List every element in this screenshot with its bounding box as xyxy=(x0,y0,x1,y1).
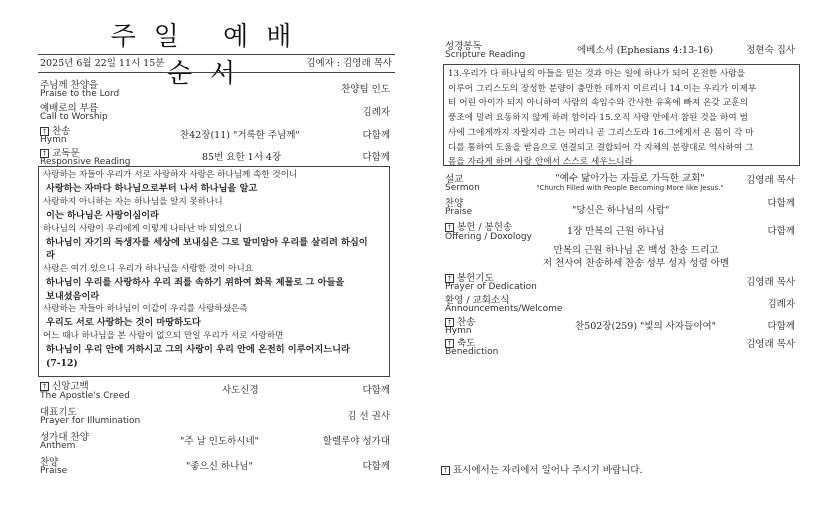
scripture-line: 디를 통하여 도움을 받음으로 연결되고 결합되어 각 지체의 분량대로 역사하여 그 xyxy=(448,142,754,153)
stand-icon: † xyxy=(441,466,450,475)
reading-line: (7-12) xyxy=(46,357,78,369)
reading-line: 라 xyxy=(46,250,55,262)
reading-line: 사랑하는 자마다 하나님으로부터 나서 하나님을 알고 xyxy=(46,183,258,195)
stand-icon: † xyxy=(445,318,454,327)
reading-line: 사랑하는 자들아 하나님이 이같이 우리를 사랑하셨은즉 xyxy=(43,304,248,315)
reading-line: 사랑하는 자들아 우리가 서로 사랑하자 사랑은 하나님께 속한 것이니 xyxy=(43,170,298,180)
stand-icon: † xyxy=(445,339,454,348)
reading-line: 하나님이 우리를 사랑하사 우리 죄를 속하기 위하여 화목 제물로 그 아들을 xyxy=(46,277,345,289)
stand-footnote: † 표시에서는 자리에서 일어나 주시기 바랍니다. xyxy=(441,465,642,476)
scripture-line: 13.우리가 다 하나님의 아들을 믿는 것과 아는 일에 하나가 되어 온전한 사람을 xyxy=(448,69,746,79)
reading-line: 사랑은 여기 있으니 우리가 하나님을 사랑한 것이 아니요 xyxy=(43,263,254,274)
stand-icon: † xyxy=(40,382,49,391)
stand-icon: † xyxy=(445,274,454,283)
stand-icon: † xyxy=(40,149,49,158)
scripture-line: 사에 그에게까지 자랄지라 그는 머리니 곧 그리스도라 16.그에게서 온 몸이 각 마 xyxy=(448,127,754,138)
reading-line: 하나님의 사랑이 우리에게 이렇게 나타난 바 되었으니 xyxy=(43,223,243,234)
reading-line: 하나님이 자기의 독생자를 세상에 보내심은 그로 말미암아 우리를 살리려 하심이 xyxy=(46,237,368,249)
reading-line: 어느 때나 하나님을 본 사람이 없으되 만일 우리가 서로 사랑하면 xyxy=(43,330,284,341)
scripture-line: 이루어 그리스도의 장성한 분량이 충만한 데까지 이르리니 14.이는 우리가 이제부 xyxy=(448,83,757,94)
service-date: 2025년 6월 22일 11시 15분 xyxy=(40,58,165,69)
scripture-line: 풍조에 밀려 요동하지 않게 하려 함이라 15.오직 사랑 안에서 참된 것을 하여 범 xyxy=(448,113,748,124)
reading-line: 이는 하나님은 사랑이심이라 xyxy=(46,210,159,222)
reading-line: 사랑하지 아니하는 자는 하나님을 알지 못하나니 xyxy=(43,196,223,207)
title-divider xyxy=(38,54,395,55)
stand-icon: † xyxy=(445,223,454,232)
date-divider xyxy=(38,72,395,73)
reading-line: 우리도 서로 사랑하는 것이 마땅하도다 xyxy=(46,317,201,329)
reading-line: 보내셨음이라 xyxy=(46,290,100,302)
reading-line: 하나님이 우리 안에 거하시고 그의 사랑이 우리 안에 온전히 이루어지느니라 xyxy=(46,344,350,356)
scripture-line: 터 어린 아이가 되지 아니하여 사람의 속임수와 간사한 유혹에 빠져 온갖 교훈의 xyxy=(448,98,748,109)
scripture-line: 몸을 자라게 하며 사랑 안에서 스스로 세우느니라 xyxy=(448,157,634,168)
scripture-text-box xyxy=(443,64,800,166)
page-title: 주일 예배 순서 xyxy=(110,22,310,89)
stand-icon: † xyxy=(40,127,49,136)
responsive-reading-box xyxy=(38,166,390,377)
service-leader: 김예자 : 김영래 목사 xyxy=(306,58,392,69)
